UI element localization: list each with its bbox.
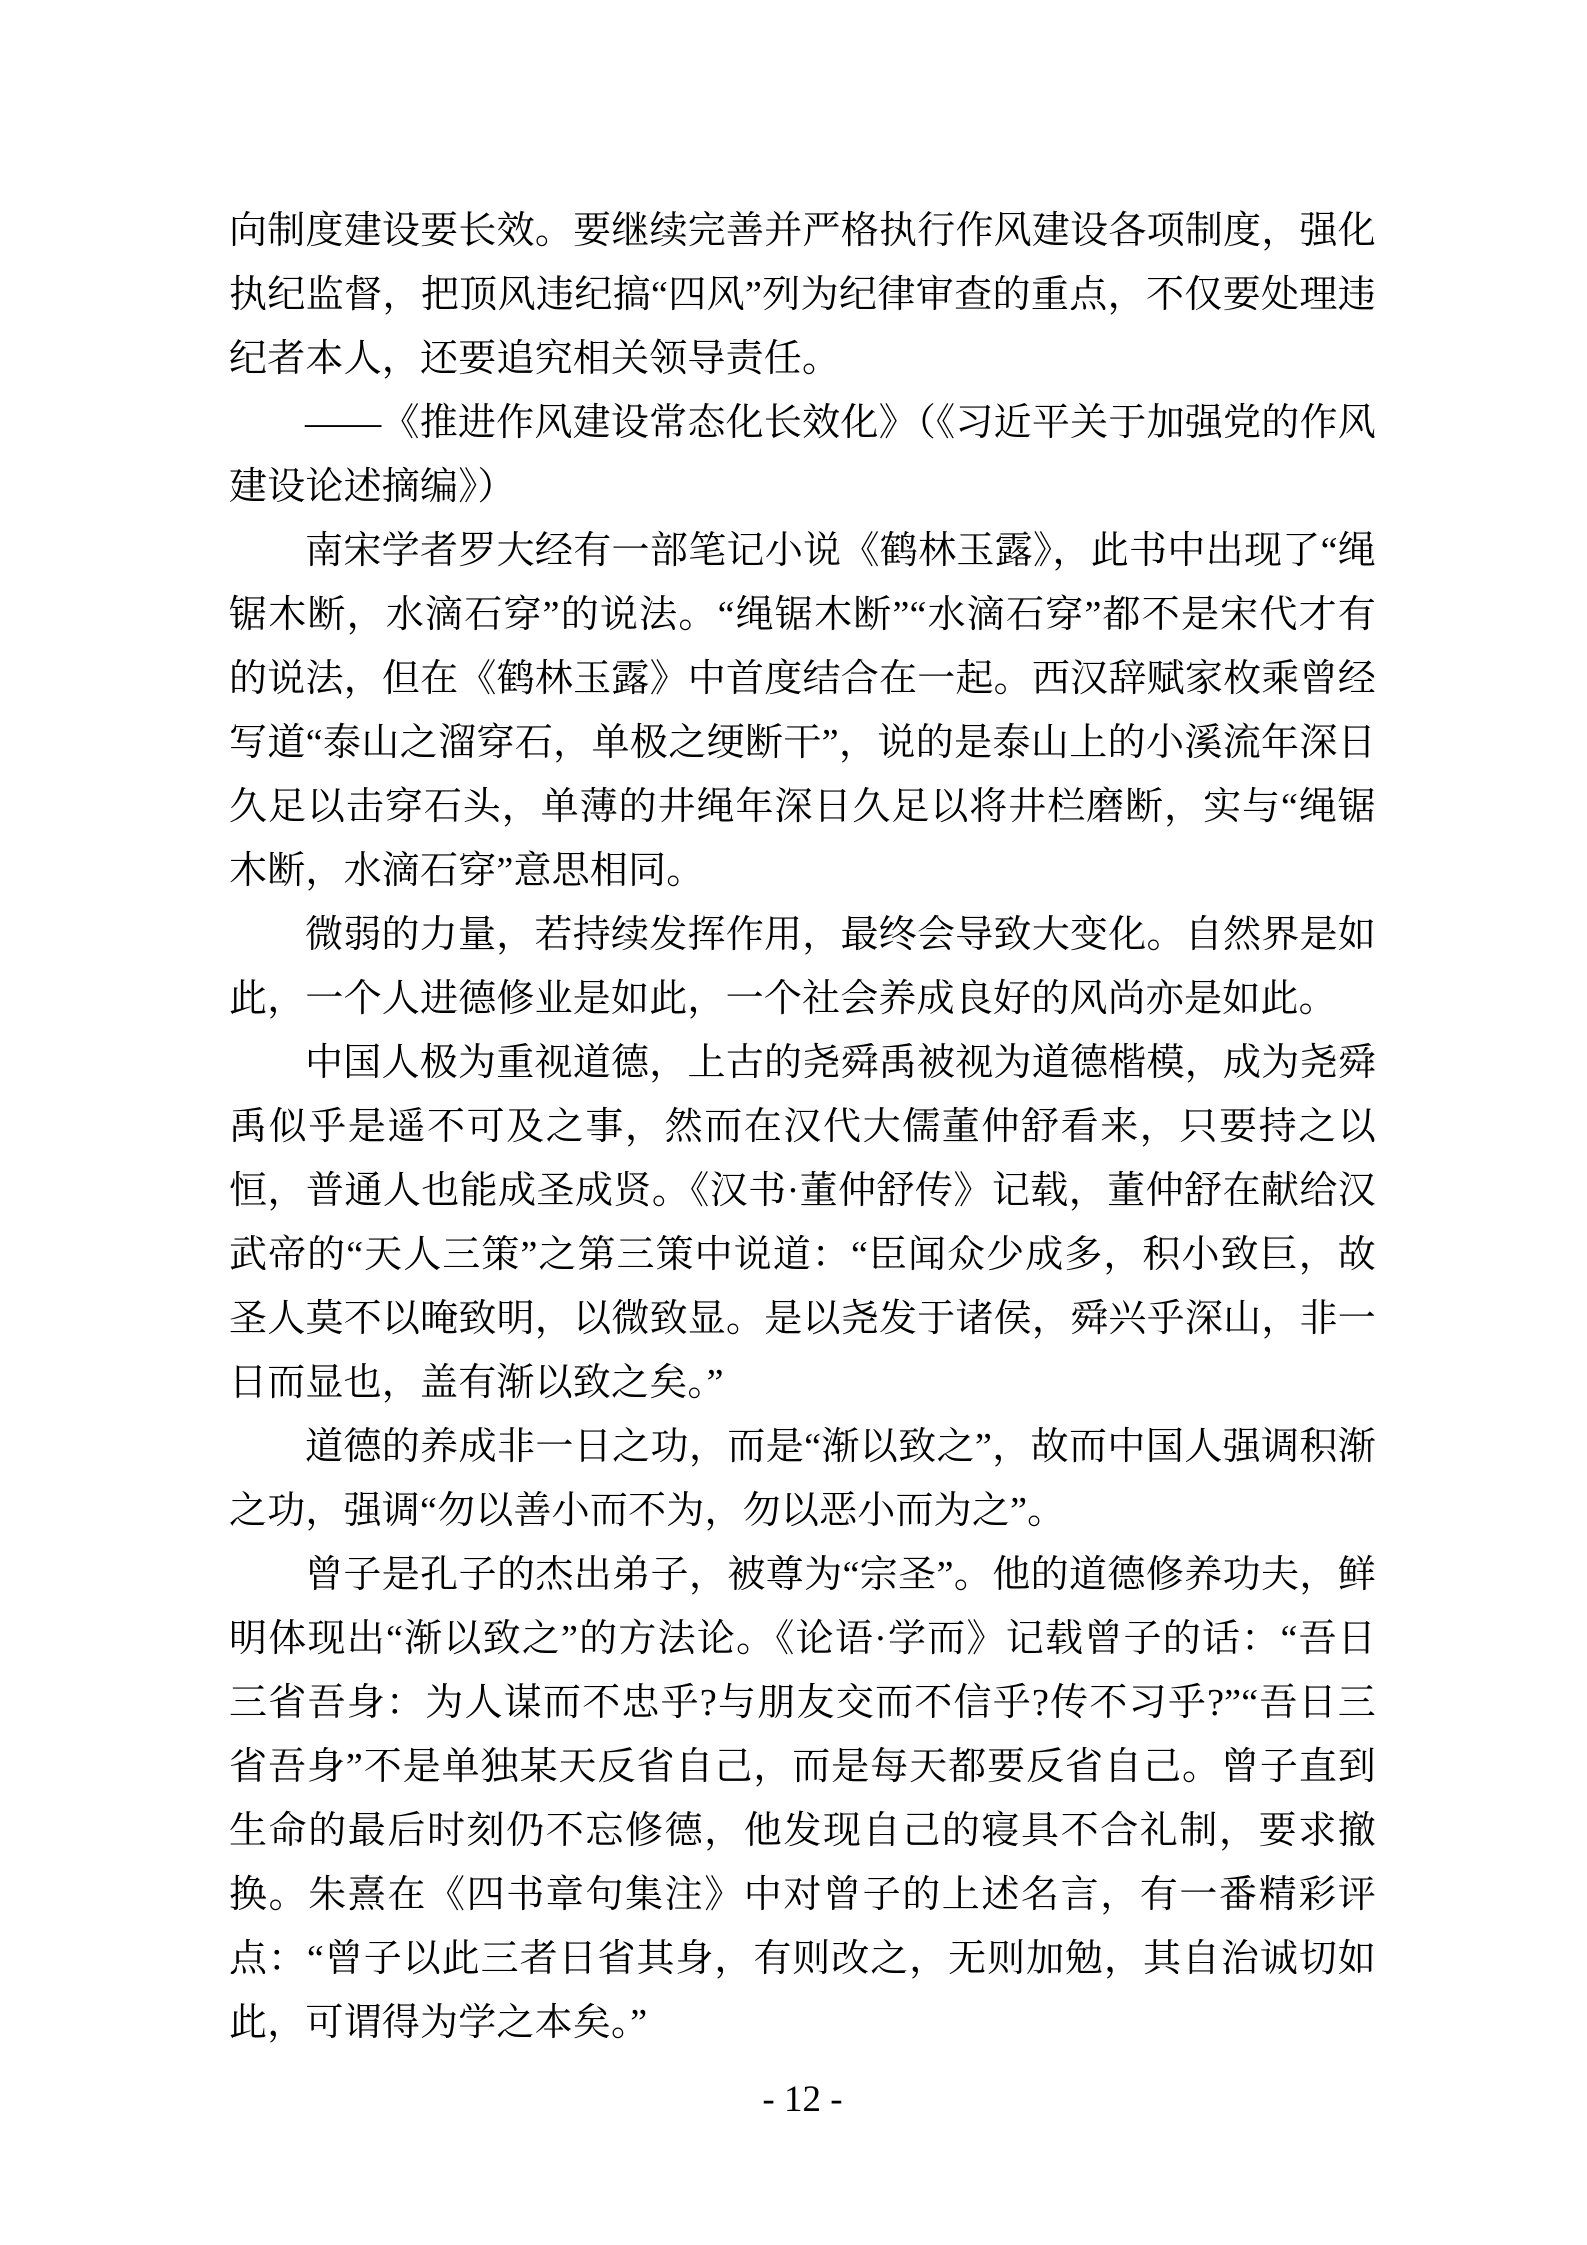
paragraph-weak-force: 微弱的力量，若持续发挥作用，最终会导致大变化。自然界是如此，一个人进德修业是如此，一个社会养成良好的风尚亦是如此。: [229, 914, 1376, 1020]
page-number: - 12 -: [762, 2079, 843, 2120]
paragraph-moral-cultivation: 道德的养成非一日之功，而是“渐以致之”，故而中国人强调积渐之功，强调“勿以善小而不为，勿以恶小而为之”。: [229, 1426, 1376, 1532]
paragraph-attribution: ——《推进作风建设常态化长效化》（《习近平关于加强党的作风建设论述摘编》）: [229, 402, 1376, 508]
paragraph-helin-yulu: 南宋学者罗大经有一部笔记小说《鹤林玉露》，此书中出现了“绳锯木断，水滴石穿”的说法。“绳锯木断”“水滴石穿”都不是宋代才有的说法，但在《鹤林玉露》中首度结合在一起。西汉辞赋家枚乘曾经写道“泰山之溜穿石，单极之绠断干”，说的是泰山上的小溪流年深日久足以击穿石头，单薄的井绳年深日久足以将井栏磨断，实与“绳锯木断，水滴石穿”意思相同。: [229, 530, 1376, 892]
paragraph-zengzi: 曾子是孔子的杰出弟子，被尊为“宗圣”。他的道德修养功夫，鲜明体现出“渐以致之”的方法论。《论语·学而》记载曾子的话：“吾日三省吾身：为人谋而不忠乎?与朋友交而不信乎?传不习乎?”“吾日三省吾身”不是单独某天反省自己，而是每天都要反省自己。曾子直到生命的最后时刻仍不忘修德，他发现自己的寝具不合礼制，要求撤换。朱熹在《四书章句集注》中对曾子的上述名言，有一番精彩评点：“曾子以此三者日省其身，有则改之，无则加勉，其自治诚切如此，可谓得为学之本矣。”: [229, 1554, 1376, 2044]
text-block: [229, 199, 1376, 2055]
paragraph-quote-body: 向制度建设要长效。要继续完善并严格执行作风建设各项制度，强化执纪监督，把顶风违纪搞“四风”列为纪律审查的重点，不仅要处理违纪者本人，还要追究相关领导责任。: [229, 210, 1376, 380]
paragraph-dong-zhongshu: 中国人极为重视道德，上古的尧舜禹被视为道德楷模，成为尧舜禹似乎是遥不可及之事，然而在汉代大儒董仲舒看来，只要持之以恒，普通人也能成圣成贤。《汉书·董仲舒传》记载，董仲舒在献给汉武帝的“天人三策”之第三策中说道：“臣闻众少成多，积小致巨，故圣人莫不以晻致明，以微致显。是以尧发于诸侯，舜兴乎深山，非一日而显也，盖有渐以致之矣。”: [229, 1042, 1376, 1404]
